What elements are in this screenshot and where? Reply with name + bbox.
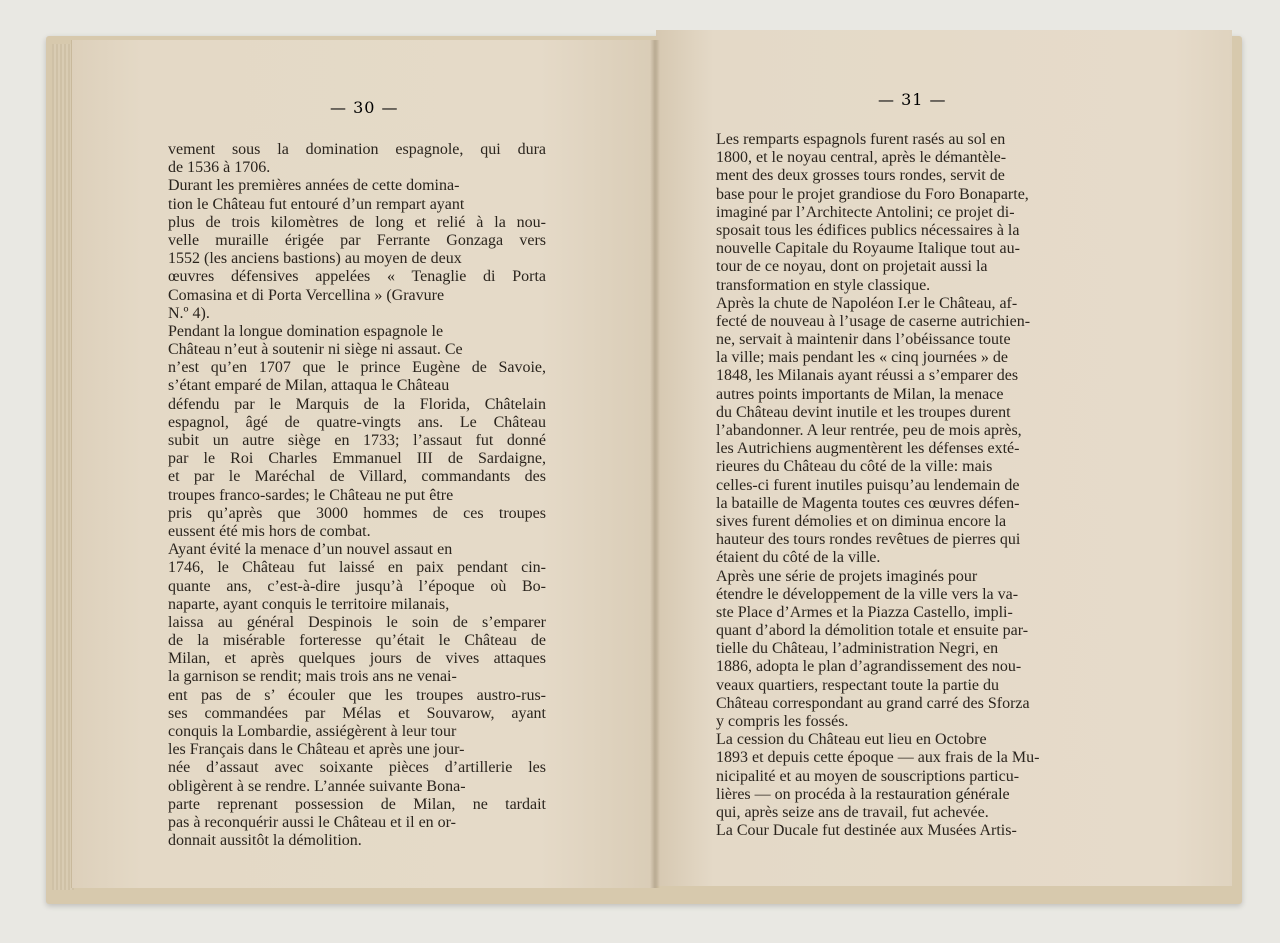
- text-line: Ayant évité la menace d’un nouvel assaut en: [168, 541, 453, 559]
- text-line: et par le Maréchal de Villard, commandants des: [168, 468, 546, 486]
- text-line: qui, après seize ans de travail, fut achevée.: [716, 803, 989, 821]
- text-line: laissa au général Despinois le soin de s’emparer: [168, 613, 546, 631]
- text-line: nicipalité et au moyen de souscriptions particu-: [716, 767, 1020, 785]
- text-line: troupes franco-sardes; le Château ne put être: [168, 486, 454, 504]
- text-line: tion le Château fut entouré d’un rempart ayant: [168, 195, 465, 213]
- text-line: conquis la Lombardie, assiégèrent à leur tour: [168, 723, 457, 740]
- text-line: N.º 4).: [168, 304, 210, 322]
- text-line: ses commandées par Mélas et Souvarow, ayant: [168, 704, 546, 722]
- text-line: née d’assaut avec soixante pièces d’artillerie les: [168, 759, 546, 777]
- text-line: Après une série de projets imaginés pour: [716, 567, 978, 585]
- text-line: 1886, adopta le plan d’agrandissement des nou-: [716, 658, 1022, 676]
- text-line: obligèrent à se rendre. L’année suivante Bona-: [168, 777, 466, 795]
- text-line: 1552 (les anciens bastions) au moyen de deux: [168, 250, 462, 268]
- text-line: étendre le développement de la ville vers la va-: [716, 585, 1019, 603]
- text-line: lières — on procéda à la restauration générale: [716, 785, 1010, 803]
- text-line: pas à reconquérir aussi le Château et il en or-: [168, 813, 457, 831]
- text-line: veaux quartiers, respectant toute la partie du: [716, 676, 999, 694]
- right-page-text: [716, 131, 1132, 840]
- text-line: vement sous la domination espagnole, qui dura: [168, 141, 546, 158]
- text-line: 1746, le Château fut laissé en paix pendant cin-: [168, 559, 546, 577]
- text-line: Les remparts espagnols furent rasés au sol en: [716, 131, 1006, 148]
- text-line: de 1536 à 1706.: [168, 159, 271, 177]
- text-line: 1893 et depuis cette époque — aux frais de la Mu-: [716, 749, 1040, 767]
- text-line: plus de trois kilomètres de long et relié à la nou-: [168, 213, 546, 231]
- text-line: parte reprenant possession de Milan, ne tardait: [168, 795, 546, 813]
- text-line: velle muraille érigée par Ferrante Gonzaga vers: [168, 231, 546, 249]
- text-line: quante ans, c’est-à-dire jusqu’à l’époque où Bo-: [168, 577, 546, 595]
- text-line: La cession du Château eut lieu en Octobre: [716, 731, 987, 749]
- text-line: imaginé par l’Architecte Antolini; ce projet di-: [716, 203, 1015, 221]
- text-line: ment des deux grosses tours rondes, servit de: [716, 167, 1005, 185]
- text-line: tielle du Château, l’administration Negri, en: [716, 640, 999, 658]
- page-edges: [52, 44, 74, 890]
- text-line: Comasina et di Porta Vercellina » (Gravure: [168, 286, 445, 304]
- text-line: ent pas de s’ écouler que les troupes austro-rus-: [168, 686, 546, 704]
- text-line: ne, servait à maintenir dans l’obéissance toute: [716, 331, 1011, 349]
- text-line: par le Roi Charles Emmanuel III de Sardaigne,: [168, 450, 546, 468]
- text-line: sposait tous les édifices publics nécessaires à la: [716, 221, 1020, 239]
- text-line: Château correspondant au grand carré des Sforza: [716, 694, 1030, 712]
- text-line: pris qu’après que 3000 hommes de ces troupes: [168, 504, 546, 522]
- text-line: Durant les premières années de cette domina-: [168, 177, 460, 195]
- text-line: défendu par le Marquis de la Florida, Châtelain: [168, 395, 546, 413]
- right-page-number: — 31 —: [878, 90, 947, 109]
- text-line: base pour le projet grandiose du Foro Bonaparte,: [716, 185, 1029, 203]
- text-line: l’abandonner. A leur rentrée, peu de mois après,: [716, 422, 1022, 439]
- text-line: donnait aussitôt la démolition.: [168, 832, 362, 850]
- text-line: nouvelle Capitale du Royaume Italique tout au-: [716, 240, 1020, 258]
- text-line: Milan, et après quelques jours de vives attaques: [168, 650, 546, 668]
- text-line: autres points importants de Milan, la menace: [716, 385, 1004, 403]
- text-line: les Autrichiens augmentèrent les défenses exté-: [716, 440, 1020, 458]
- text-line: tour de ce noyau, dont on projetait aussi la: [716, 258, 988, 276]
- text-line: Après la chute de Napoléon I.er le Château, af-: [716, 294, 1018, 312]
- text-line: la bataille de Magenta toutes ces œuvres défen-: [716, 494, 1020, 512]
- left-page-number: — 30 —: [330, 98, 399, 117]
- text-line: espagnol, âgé de quatre-vingts ans. Le Château: [168, 413, 546, 431]
- text-line: 1848, les Milanais ayant réussi a s’emparer des: [716, 367, 1019, 385]
- text-line: la garnison se rendit; mais trois ans ne venai-: [168, 668, 457, 686]
- text-line: transformation en style classique.: [716, 276, 931, 294]
- text-line: sives furent démolies et on diminua encore la: [716, 512, 1007, 530]
- text-line: étaient du côté de la ville.: [716, 549, 881, 567]
- text-line: ste Place d’Armes et la Piazza Castello, impli-: [716, 603, 1013, 621]
- text-line: s’étant emparé de Milan, attaqua le Château: [168, 377, 450, 395]
- text-line: La Cour Ducale fut destinée aux Musées Artis-: [716, 822, 1017, 840]
- text-line: celles-ci furent inutiles puisqu’au lendemain de: [716, 476, 1020, 494]
- text-line: rieures du Château du côté de la ville: mais: [716, 458, 993, 476]
- book-gutter: [650, 40, 660, 888]
- text-line: œuvres défensives appelées « Tenaglie di Porta: [168, 268, 546, 286]
- left-page-text: [168, 141, 546, 850]
- text-line: n’est qu’en 1707 que le prince Eugène de Savoie,: [168, 359, 546, 377]
- text-line: naparte, ayant conquis le territoire milanais,: [168, 595, 450, 613]
- text-line: 1800, et le noyau central, après le démantèle-: [716, 149, 1007, 167]
- text-line: subit un autre siège en 1733; l’assaut fut donné: [168, 432, 546, 449]
- text-line: Pendant la longue domination espagnole le: [168, 322, 444, 340]
- text-line: de la misérable forteresse qu’était le Château de: [168, 632, 546, 650]
- text-line: hauteur des tours rondes revêtues de pierres qui: [716, 531, 1021, 549]
- text-line: la ville; mais pendant les « cinq journées » de: [716, 349, 1008, 367]
- text-line: les Français dans le Château et après une jour-: [168, 741, 465, 759]
- text-line: Château n’eut à soutenir ni siège ni assaut. Ce: [168, 341, 463, 359]
- text-line: y compris les fossés.: [716, 713, 849, 730]
- text-line: quant d’abord la démolition totale et ensuite par-: [716, 622, 1029, 640]
- text-line: du Château devint inutile et les troupes durent: [716, 403, 1011, 421]
- text-line: eussent été mis hors de combat.: [168, 522, 371, 540]
- text-line: fecté de nouveau à l’usage de caserne autrichien-: [716, 312, 1031, 330]
